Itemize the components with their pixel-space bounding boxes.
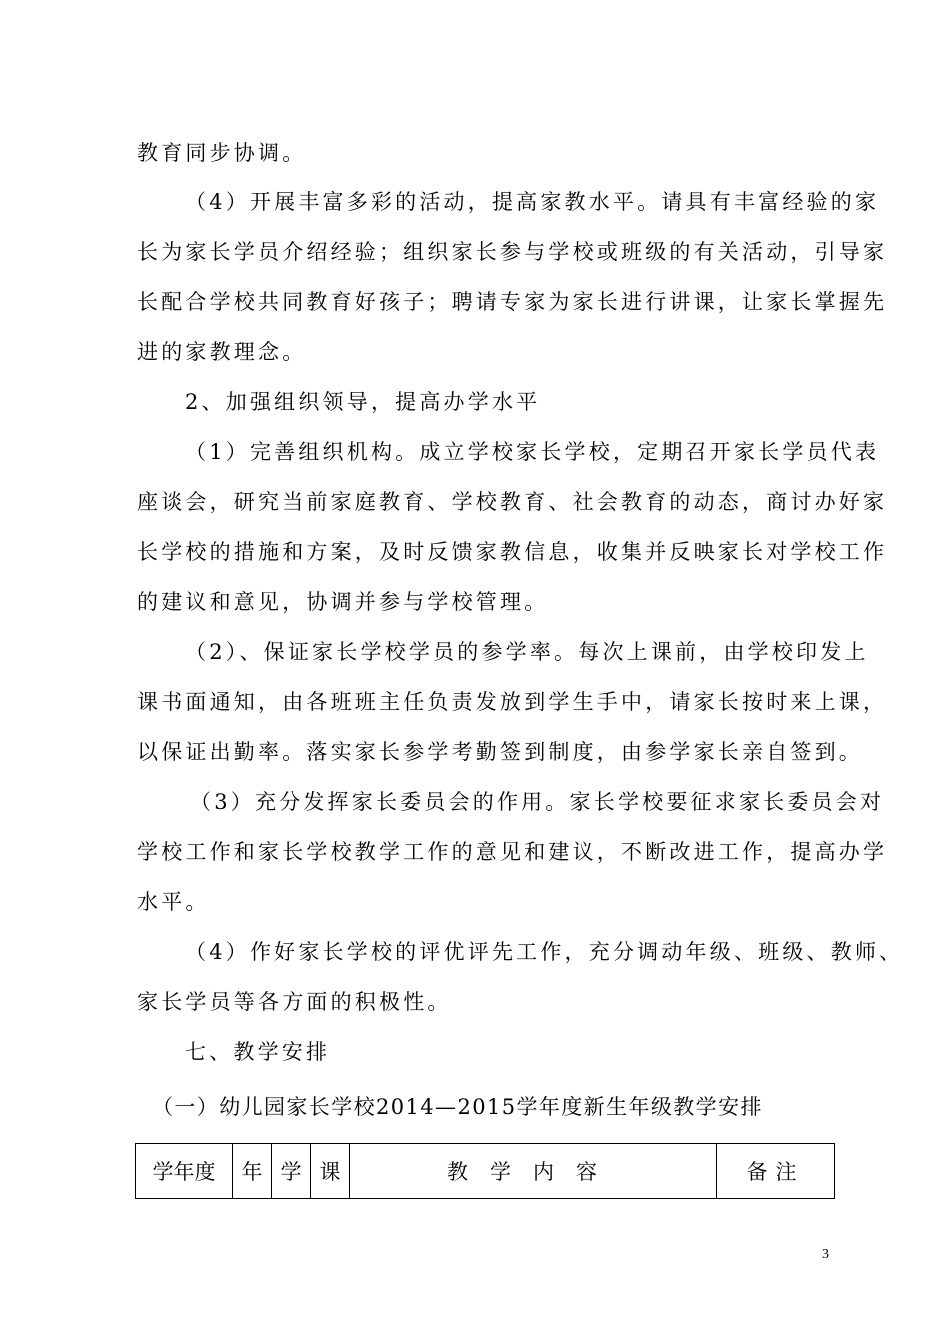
header-school-year: 学年度	[136, 1144, 233, 1199]
table-header-row	[136, 1144, 835, 1199]
paragraph-line: 长为家长学员介绍经验；组织家长参与学校或班级的有关活动，引导家	[137, 240, 888, 264]
paragraph-line: 长学校的措施和方案，及时反馈家教信息，收集并反映家长对学校工作	[137, 540, 888, 564]
header-teaching-content: 教学内容	[350, 1144, 717, 1199]
page-number: 3	[822, 1247, 829, 1262]
table-caption: （一）幼儿园家长学校2014—2015学年度新生年级教学安排	[152, 1095, 763, 1119]
header-grade: 年	[233, 1144, 272, 1199]
header-study: 学	[272, 1144, 311, 1199]
paragraph-line: 家长学员等各方面的积极性。	[137, 990, 452, 1014]
paragraph-line: （3）充分发挥家长委员会的作用。家长学校要征求家长委员会对	[190, 790, 885, 814]
paragraph-line: 的建议和意见，协调并参与学校管理。	[137, 590, 549, 614]
paragraph-line: 进的家教理念。	[137, 340, 307, 364]
header-lesson: 课	[311, 1144, 350, 1199]
paragraph-line: 课书面通知，由各班班主任负责发放到学生手中，请家长按时来上课，	[137, 690, 888, 714]
paragraph-line: 以保证出勤率。落实家长参学考勤签到制度，由参学家长亲自签到。	[137, 740, 863, 764]
paragraph-line: 水平。	[137, 890, 210, 914]
paragraph-line: （1）完善组织机构。成立学校家长学校，定期召开家长学员代表	[185, 440, 880, 464]
paragraph-line: 长配合学校共同教育好孩子；聘请专家为家长进行讲课，让家长掌握先	[137, 290, 888, 314]
paragraph-line: 学校工作和家长学校教学工作的意见和建议，不断改进工作，提高办学	[137, 840, 888, 864]
paragraph-line: （4）作好家长学校的评优评先工作，充分调动年级、班级、教师、	[185, 940, 904, 964]
teaching-schedule-table	[135, 1143, 835, 1199]
paragraph-line: （4）开展丰富多彩的活动，提高家教水平。请具有丰富经验的家	[185, 190, 880, 214]
paragraph-line: （2）、保证家长学校学员的参学率。每次上课前，由学校印发上	[185, 640, 869, 664]
section-heading: 2、加强组织领导，提高办学水平	[185, 390, 541, 414]
header-remarks: 备注	[717, 1144, 835, 1199]
paragraph-line: 座谈会，研究当前家庭教育、学校教育、社会教育的动态，商讨办好家	[137, 490, 888, 514]
paragraph-line: 教育同步协调。	[137, 141, 307, 165]
section-heading: 七、教学安排	[185, 1040, 331, 1064]
